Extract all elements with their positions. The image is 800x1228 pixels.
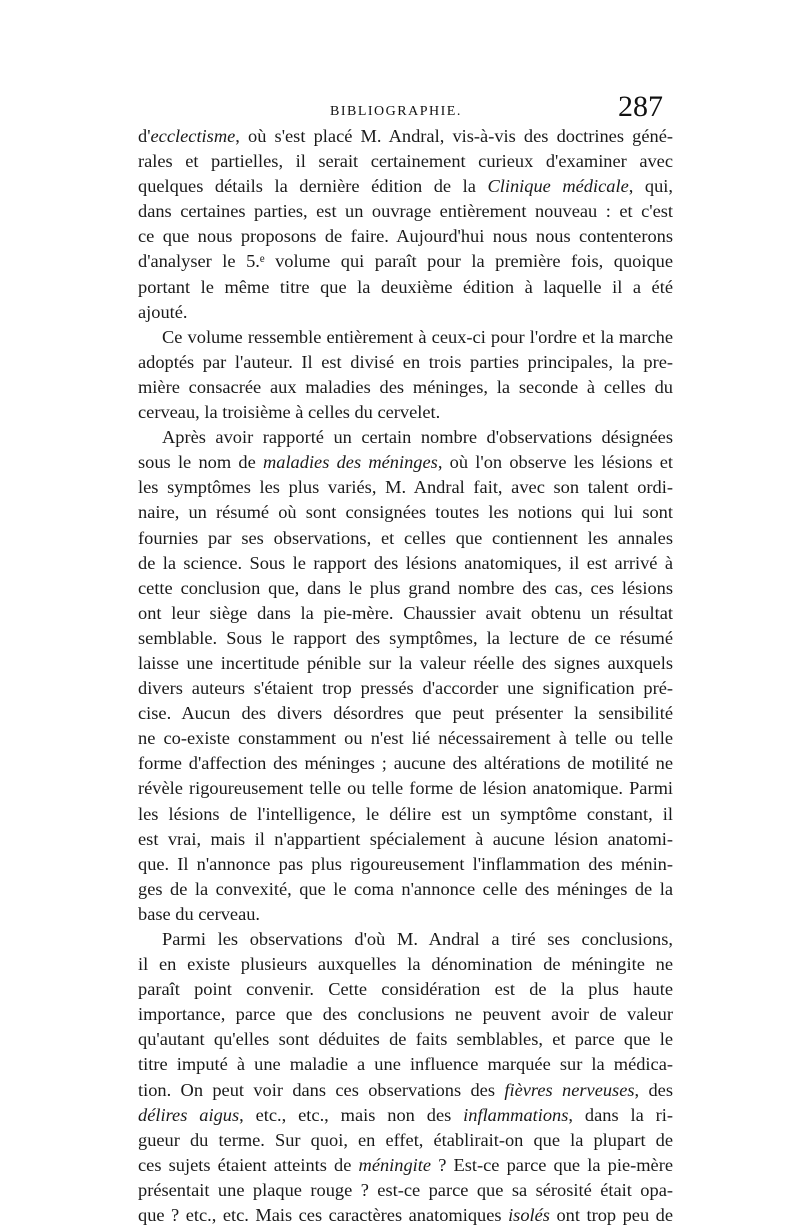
text-run: de la science. Sous le rapport des lésions anatomiques, il est arrivé à xyxy=(138,552,673,573)
running-head-title: BIBLIOGRAPHIE. xyxy=(330,104,462,119)
text-line xyxy=(138,1178,673,1203)
text-run: ont trop peu de xyxy=(549,1205,673,1226)
text-line xyxy=(138,1203,673,1228)
text-line xyxy=(138,325,673,350)
text-line xyxy=(138,902,673,927)
text-run: ont leur siège dans la pie-mère. Chaussier avait obtenu un résultat xyxy=(138,602,673,623)
text-line xyxy=(138,701,673,726)
text-line xyxy=(138,375,673,400)
text-run: sous le nom de xyxy=(138,452,263,473)
text-run: ges de la convexité, que le coma n'annonce celle des méninges de la xyxy=(138,878,673,899)
text-run: Après avoir rapporté un certain nombre d'observations désignées xyxy=(162,427,673,448)
text-run: paraît point convenir. Cette considération est de la plus haute xyxy=(138,979,673,1000)
running-head xyxy=(0,78,800,123)
text-run: laisse une incertitude pénible sur la valeur réelle des signes auxquels xyxy=(138,652,673,673)
text-line xyxy=(138,827,673,852)
text-run: ce que nous proposons de faire. Aujourd'hui nous nous contenterons xyxy=(138,226,673,247)
text-line xyxy=(138,500,673,525)
text-line xyxy=(138,475,673,500)
text-run: mière consacrée aux maladies des méninges, la seconde à celles du xyxy=(138,376,673,397)
text-line xyxy=(138,751,673,776)
text-line xyxy=(138,1128,673,1153)
text-run: dans certaines parties, est un ouvrage entièrement nouveau : et c'est xyxy=(138,201,673,222)
italic-text: ecclectisme xyxy=(150,126,236,146)
text-run: ajouté. xyxy=(138,301,188,322)
text-run: fournies par ses observations, et celles que contiennent les annales xyxy=(138,527,673,548)
text-line xyxy=(138,1052,673,1077)
text-run: cette conclusion que, dans le plus grand nombre des cas, ces lésions xyxy=(138,577,673,598)
text-line xyxy=(138,174,673,199)
text-line xyxy=(138,300,673,325)
text-run: ces sujets étaient atteints de xyxy=(138,1154,359,1175)
text-line xyxy=(138,776,673,801)
text-line xyxy=(138,224,673,249)
text-line xyxy=(138,275,673,300)
text-run: , dans la ri- xyxy=(568,1104,674,1125)
text-line xyxy=(138,977,673,1002)
text-run: titre imputé à une maladie a une influence marquée sur la médica- xyxy=(138,1054,673,1075)
text-run: portant le même titre que la deuxième édition à laquelle il a été xyxy=(138,276,673,297)
italic-text: maladies des méninges xyxy=(262,452,438,473)
text-line xyxy=(138,726,673,751)
text-line xyxy=(138,1153,673,1178)
italic-text: isolés xyxy=(508,1205,550,1226)
text-run: rales et partielles, il serait certainement curieux d'examiner avec xyxy=(138,151,673,172)
text-run: , qui, xyxy=(628,176,673,197)
text-run: ? Est-ce parce que la pie-mère xyxy=(431,1154,673,1175)
text-line xyxy=(138,576,673,601)
paragraph xyxy=(138,124,673,325)
text-run: naire, un résumé où sont consignées toutes les notions qui lui sont xyxy=(138,502,673,523)
text-line xyxy=(138,927,673,952)
text-line xyxy=(138,425,673,450)
italic-text: inflammations xyxy=(463,1104,569,1125)
paragraph xyxy=(138,425,673,927)
text-run: qu'autant qu'elles sont déduites de faits semblables, et parce que le xyxy=(138,1029,673,1050)
text-run: , où s'est placé M. Andral, vis-à-vis des doctrines géné- xyxy=(235,126,673,146)
text-run: Parmi les observations d'où M. Andral a tiré ses conclusions, xyxy=(162,929,673,949)
text-run: Ce volume ressemble entièrement à ceux-ci pour l'ordre et la marche xyxy=(162,326,673,347)
text-run: les lésions de l'intelligence, le délire est un symptôme constant, il xyxy=(138,803,673,824)
text-run: importance, parce que des conclusions ne peuvent avoir de valeur xyxy=(138,1004,673,1025)
text-run: semblable. Sous le rapport des symptômes, la lecture de ce résumé xyxy=(138,627,673,648)
text-line xyxy=(138,450,673,475)
text-run: est vrai, mais il n'appartient spécialement à aucune lésion anatomi- xyxy=(138,828,673,849)
text-run: que. Il n'annonce pas plus rigoureusement l'inflammation des ménin- xyxy=(138,853,673,874)
text-line xyxy=(138,1027,673,1052)
text-run: divers auteurs s'étaient trop pressés d'accorder une signification pré- xyxy=(138,678,673,699)
text-run: il en existe plusieurs auxquelles la dénomination de méningite ne xyxy=(138,954,673,975)
text-run: ne co-existe constamment ou n'est lié nécessairement à telle ou telle xyxy=(138,728,673,749)
text-line xyxy=(138,124,673,149)
text-run: cise. Aucun des divers désordres que peut présenter la sensibilité xyxy=(138,703,673,724)
body-text xyxy=(138,124,673,1228)
text-run: d'analyser le 5.ᵉ volume qui paraît pour la première fois, quoique xyxy=(138,251,673,272)
text-run: base du cerveau. xyxy=(138,903,261,924)
text-run: adoptés par l'auteur. Il est divisé en trois parties principales, la pre- xyxy=(138,351,673,372)
text-line xyxy=(138,852,673,877)
text-run: , des xyxy=(634,1079,673,1100)
text-run: , etc., etc., mais non des xyxy=(239,1104,464,1125)
text-run: cerveau, la troisième à celles du cervelet. xyxy=(138,402,441,423)
text-line xyxy=(138,601,673,626)
text-run: d' xyxy=(138,126,151,146)
text-run: les symptômes les plus variés, M. Andral fait, avec son talent ordi- xyxy=(138,477,673,498)
text-line xyxy=(138,802,673,827)
paragraph xyxy=(138,927,673,1228)
text-line xyxy=(138,199,673,224)
italic-text: fièvres nerveuses xyxy=(504,1079,635,1100)
text-line xyxy=(138,526,673,551)
italic-text: méningite xyxy=(358,1154,432,1175)
text-run: que ? etc., etc. Mais ces caractères anatomiques xyxy=(138,1205,509,1226)
text-line xyxy=(138,1002,673,1027)
text-line xyxy=(138,1103,673,1128)
text-line xyxy=(138,350,673,375)
text-run: présentait une plaque rouge ? est-ce parce que sa sérosité était opa- xyxy=(138,1179,673,1200)
text-line xyxy=(138,551,673,576)
text-line xyxy=(138,877,673,902)
text-run: tion. On peut voir dans ces observations des xyxy=(138,1079,505,1100)
page-number: 287 xyxy=(618,90,663,123)
text-line xyxy=(138,952,673,977)
text-line xyxy=(138,249,673,274)
text-run: forme d'affection des méninges ; aucune des altérations de motilité ne xyxy=(138,753,673,774)
text-run: quelques détails la dernière édition de la xyxy=(138,176,488,197)
text-line xyxy=(138,626,673,651)
paragraph xyxy=(138,325,673,425)
text-line xyxy=(138,149,673,174)
italic-text: Clinique médicale xyxy=(487,176,629,197)
text-line xyxy=(138,676,673,701)
text-line xyxy=(138,1078,673,1103)
text-run: révèle rigoureusement telle ou telle forme de lésion anatomique. Parmi xyxy=(138,778,673,799)
text-run: gueur du terme. Sur quoi, en effet, établirait-on que la plupart de xyxy=(138,1129,673,1150)
text-run: , où l'on observe les lésions et xyxy=(437,452,674,473)
italic-text: délires aigus xyxy=(138,1104,240,1125)
text-line xyxy=(138,651,673,676)
text-line xyxy=(138,400,673,425)
